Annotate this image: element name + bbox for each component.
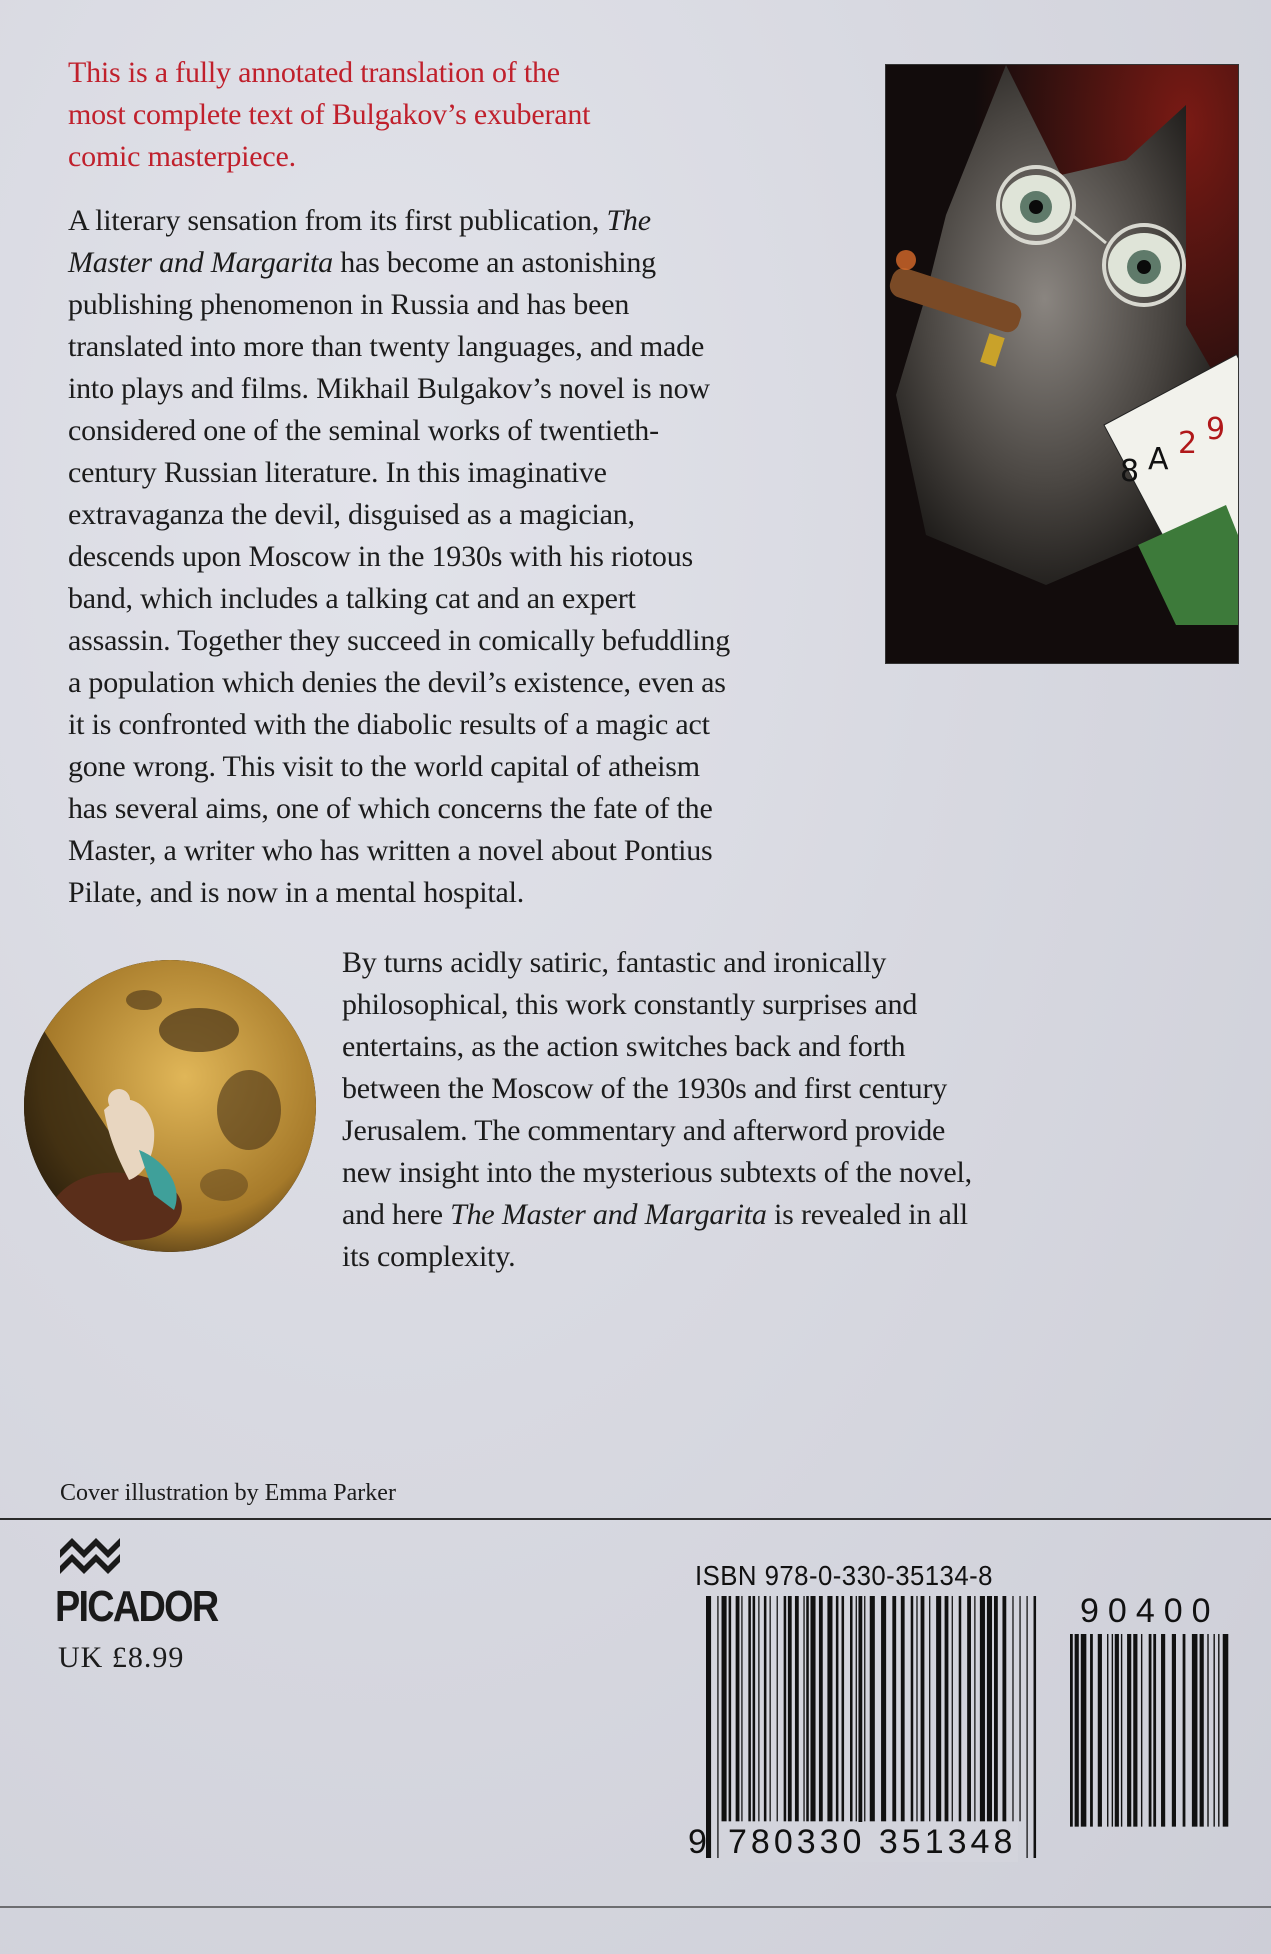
barcode-bar [952, 1596, 953, 1821]
blurb-line: By turns acidly satiric, fantastic and ironically [342, 946, 887, 979]
barcode-bar [777, 1596, 778, 1821]
tagline-line: most complete text of Bulgakov’s exuberant [68, 98, 591, 131]
barcode-bar [1223, 1634, 1229, 1827]
bottom-divider [0, 1906, 1271, 1908]
barcode-bar [741, 1596, 742, 1821]
barcode-bar [784, 1596, 787, 1821]
blurb-line: a population which denies the devil’s existence, even as [68, 666, 726, 699]
barcode-bar [1075, 1634, 1079, 1827]
barcode-bar [974, 1596, 975, 1821]
barcode-bar [764, 1596, 767, 1821]
blurb-line: it is confronted with the diabolic results of a magic act [68, 708, 710, 741]
barcode-bar [1098, 1634, 1102, 1827]
barcode-addon [1070, 1634, 1232, 1858]
publisher-name: PICADOR [55, 1582, 218, 1631]
barcode-bar [959, 1596, 962, 1821]
barcode-bar [864, 1596, 865, 1821]
blurb-paragraph-2 [342, 942, 1102, 1278]
barcode-bar [1026, 1596, 1027, 1858]
barcode-bar [967, 1596, 971, 1821]
barcode-bar [1207, 1634, 1208, 1827]
barcode-bar [1121, 1634, 1122, 1827]
barcode-bar [827, 1596, 832, 1821]
blurb-line: A literary sensation from its first publication, The [68, 204, 651, 237]
barcode-bar [916, 1596, 917, 1821]
blurb-line: descends upon Moscow in the 1930s with his riotous [68, 540, 693, 573]
barcode-bar [810, 1596, 815, 1821]
blurb-line: Pilate, and is now in a mental hospital. [68, 876, 525, 909]
cat-illustration [885, 64, 1239, 664]
barcode-bar [1183, 1634, 1186, 1827]
barcode-bar [1107, 1634, 1108, 1827]
barcode-bar [980, 1596, 985, 1821]
barcode-bar [1161, 1634, 1165, 1827]
barcode-bar [819, 1596, 823, 1821]
barcode-bar [1192, 1634, 1198, 1827]
barcode-bar [901, 1596, 905, 1821]
barcode-bar [1070, 1634, 1073, 1827]
blurb-line: new insight into the mysterious subtexts of the novel, [342, 1156, 972, 1189]
tagline-line: comic masterpiece. [68, 140, 296, 173]
blurb-line: has several aims, one of which concerns the fate of the [68, 792, 713, 825]
barcode-bar [836, 1596, 839, 1821]
barcode-bar [788, 1596, 792, 1821]
isbn-label: ISBN 978-0-330-35134-8 [695, 1560, 993, 1591]
blurb-line: between the Moscow of the 1930s and first century [342, 1072, 948, 1105]
barcode-bar [729, 1596, 732, 1821]
barcode-bar [1213, 1634, 1214, 1827]
barcode-bar [1218, 1634, 1219, 1827]
publisher-logo-icon [58, 1536, 122, 1584]
tagline [68, 52, 708, 178]
barcode-first-digit: 9 [688, 1823, 707, 1861]
blurb-line: publishing phenomenon in Russia and has been [68, 288, 630, 321]
barcode-bar [748, 1596, 751, 1821]
card-rank: 2 [1178, 426, 1198, 461]
barcode-bar [706, 1596, 711, 1858]
card-rank: 8 [1120, 454, 1140, 489]
barcode-bar [795, 1596, 799, 1821]
blurb-line: entertains, as the action switches back and forth [342, 1030, 906, 1063]
barcode-bar [1081, 1634, 1087, 1827]
blurb-line: and here The Master and Margarita is revealed in all [342, 1198, 968, 1231]
cover-credit: Cover illustration by Emma Parker [60, 1480, 396, 1506]
barcode-bar [806, 1596, 809, 1821]
blurb-line: Master, a writer who has written a novel about Pontius [68, 834, 713, 867]
barcode-bar [803, 1596, 804, 1821]
barcode-bar [1112, 1634, 1113, 1827]
barcode-bar [911, 1596, 914, 1821]
blurb-line: Jerusalem. The commentary and afterword provide [342, 1114, 946, 1147]
barcode-bar [1127, 1634, 1131, 1827]
moon-illustration [24, 960, 316, 1252]
blurb-line: gone wrong. This visit to the world capital of atheism [68, 750, 700, 783]
blurb-line: philosophical, this work constantly surprises and [342, 988, 918, 1021]
barcode-bar [1090, 1634, 1093, 1827]
barcode-bar [770, 1596, 771, 1821]
barcode-bar [842, 1596, 845, 1821]
barcode-addon-digits: 90400 [1080, 1592, 1220, 1630]
barcode-bar [987, 1596, 992, 1821]
blurb-line: translated into more than twenty languages, and made [68, 330, 705, 363]
barcode-bar [850, 1596, 853, 1821]
barcode-bar [892, 1596, 896, 1821]
barcode-bar [870, 1596, 875, 1821]
barcode-bar [753, 1596, 756, 1821]
barcode-bar [1019, 1596, 1020, 1821]
blurb-paragraph-1 [68, 200, 828, 914]
barcode-bar [1172, 1634, 1176, 1827]
barcode-bar [1133, 1634, 1137, 1827]
card-rank: 9 [1206, 412, 1226, 447]
blurb-line: Master and Margarita has become an astonishing [68, 246, 656, 279]
barcode-bar [722, 1596, 727, 1821]
barcode-bar [929, 1596, 930, 1821]
barcode-bar [1141, 1634, 1142, 1827]
barcode-bar [856, 1596, 857, 1821]
blurb-line: into plays and films. Mikhail Bulgakov’s novel is now [68, 372, 710, 405]
barcode-bar [881, 1596, 886, 1821]
blurb-line: considered one of the seminal works of twentieth- [68, 414, 659, 447]
barcode [706, 1596, 1042, 1858]
blurb-line: century Russian literature. In this imaginative [68, 456, 607, 489]
barcode-bar [921, 1596, 925, 1821]
barcode-bar [936, 1596, 941, 1821]
barcode-bar [1002, 1596, 1006, 1821]
blurb-line: band, which includes a talking cat and an expert [68, 582, 636, 615]
barcode-bar [1149, 1634, 1152, 1827]
divider [0, 1518, 1271, 1520]
barcode-bar [736, 1596, 740, 1821]
barcode-digits: 780330 351348 [728, 1823, 1017, 1861]
blurb-line: assassin. Together they succeed in comically befuddling [68, 624, 730, 657]
barcode-bar [945, 1596, 949, 1821]
barcode-bar [994, 1596, 998, 1821]
barcode-bar [1012, 1596, 1013, 1821]
price: UK £8.99 [58, 1641, 185, 1674]
barcode-bar [1200, 1634, 1204, 1827]
card-rank: A [1148, 442, 1169, 477]
barcode-bar [758, 1596, 759, 1821]
barcode-bar [1153, 1634, 1156, 1827]
barcode-bar [1115, 1634, 1119, 1827]
barcode-bar [1034, 1596, 1037, 1858]
blurb-line: its complexity. [342, 1240, 516, 1273]
barcode-bar [858, 1596, 862, 1858]
barcode-bar [717, 1596, 718, 1858]
blurb-line: extravaganza the devil, disguised as a magician, [68, 498, 635, 531]
tagline-line: This is a fully annotated translation of the [68, 56, 560, 89]
